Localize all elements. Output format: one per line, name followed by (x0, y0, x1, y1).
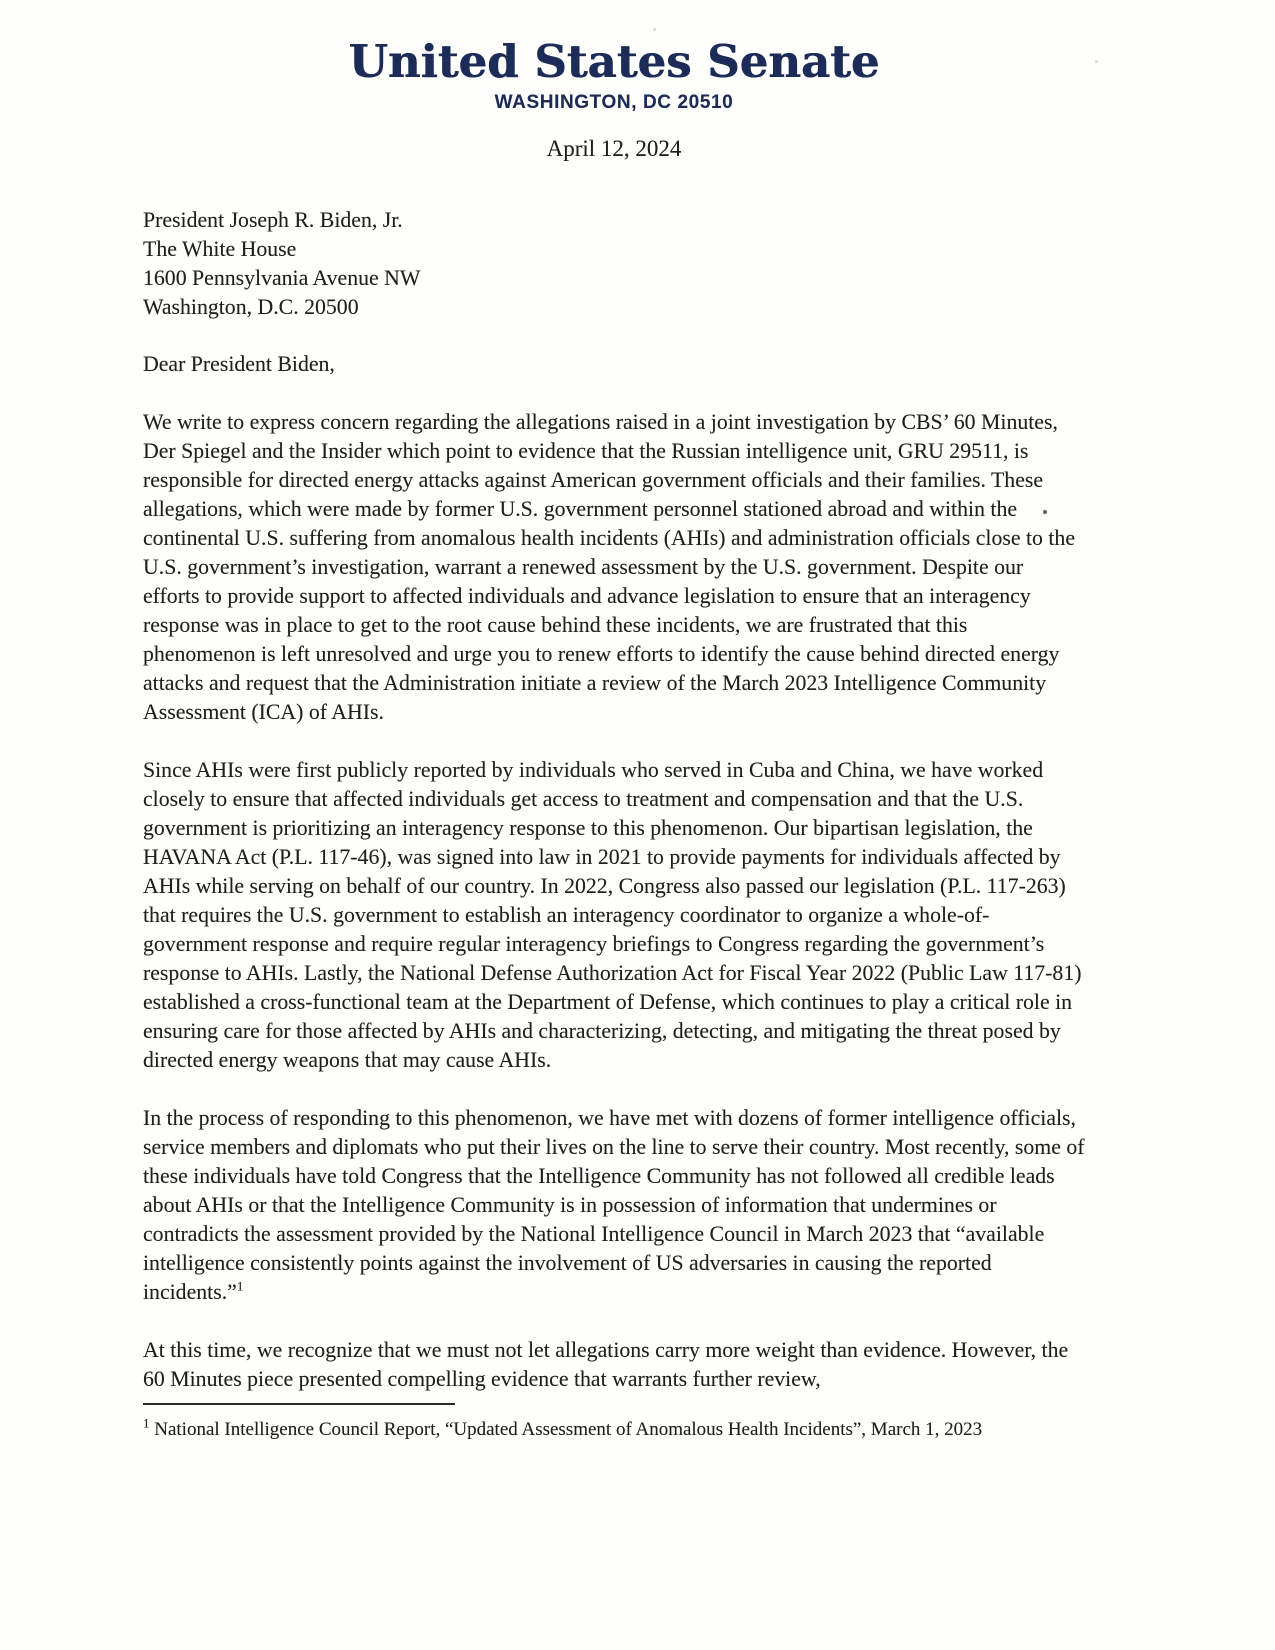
letter-content (143, 0, 1085, 1442)
footnote-marker: 1 (143, 1415, 150, 1431)
body-paragraph-3-text: In the process of responding to this phenomenon, we have met with dozens of former intelligence officials, service members and diplomats who put their lives on the line to serve their country. Most recently, some of these individuals have told Congress that the Intelligence Community has not followed all credible leads about AHIs or that the Intelligence Community is in possession of information that undermines or contradicts the assessment provided by the National Intelligence Council in March 2023 that “available intelligence consistently points against the involvement of US adversaries in causing the reported incidents.” (143, 1106, 1085, 1304)
scan-artifact-dot (1043, 510, 1047, 514)
footnote-text: National Intelligence Council Report, “Updated Assessment of Anomalous Health Incidents”, March 1, 2023 (149, 1419, 983, 1440)
recipient-line: 1600 Pennsylvania Avenue NW (143, 266, 421, 290)
recipient-line: The White House (143, 237, 297, 261)
body-paragraph-1: We write to express concern regarding the allegations raised in a joint investigation by CBS’ 60 Minutes, Der Spiegel and the Insider which point to evidence that the Russian intelligence unit, GRU 29511, is responsible for directed energy attacks against American government officials and their families. These allegations, which were made by former U.S. government personnel stationed abroad and within the continental U.S. suffering from anomalous health incidents (AHIs) and administration officials close to the U.S. government’s investigation, warrant a renewed assessment by the U.S. government. Despite our efforts to provide support to affected individuals and advance legislation to ensure that an interagency response was in place to get to the root cause behind these incidents, we are frustrated that this phenomenon is left unresolved and urge you to renew efforts to identify the cause behind directed energy attacks and request that the Administration initiate a review of the March 2023 Intelligence Community Assessment (ICA) of AHIs. (143, 410, 1076, 724)
body-paragraph-4: At this time, we recognize that we must not let allegations carry more weight than evidence. However, the 60 Minutes piece presented compelling evidence that warrants further review, (143, 1338, 1069, 1391)
body-paragraph-2: Since AHIs were first publicly reported by individuals who served in Cuba and China, we have worked closely to ensure that affected individuals get access to treatment and compensation and that the U.S. government is prioritizing an interagency response to this phenomenon. Our bipartisan legislation, the HAVANA Act (P.L. 117-46), was signed into law in 2021 to provide payments for individuals affected by AHIs while serving on behalf of our country. In 2022, Congress also passed our legislation (P.L. 117-263) that requires the U.S. government to establish an interagency coordinator to organize a whole-of-government response and require regular interagency briefings to Congress regarding the government’s response to AHIs. Lastly, the National Defense Authorization Act for Fiscal Year 2022 (Public Law 117-81) established a cross-functional team at the Department of Defense, which continues to play a critical role in ensuring care for those affected by AHIs and characterizing, detecting, and mitigating the threat posed by directed energy weapons that may cause AHIs. (143, 758, 1082, 1072)
footnote-separator (143, 1403, 455, 1405)
recipient-address-block (143, 206, 1085, 322)
letterhead-title: United States Senate (348, 35, 880, 88)
footnote (143, 1415, 1085, 1442)
body-paragraph-3 (143, 1104, 1085, 1307)
scan-artifact-speck (1095, 60, 1098, 63)
letter-date: April 12, 2024 (546, 136, 682, 161)
salutation: Dear President Biden, (143, 352, 335, 376)
scan-artifact-speck (653, 28, 656, 31)
footnote-reference-marker: 1 (236, 1278, 244, 1294)
letterhead-city-line: WASHINGTON, DC 20510 (494, 92, 734, 113)
letterhead (143, 0, 1085, 114)
recipient-line: Washington, D.C. 20500 (143, 295, 359, 319)
recipient-line: President Joseph R. Biden, Jr. (143, 208, 403, 232)
